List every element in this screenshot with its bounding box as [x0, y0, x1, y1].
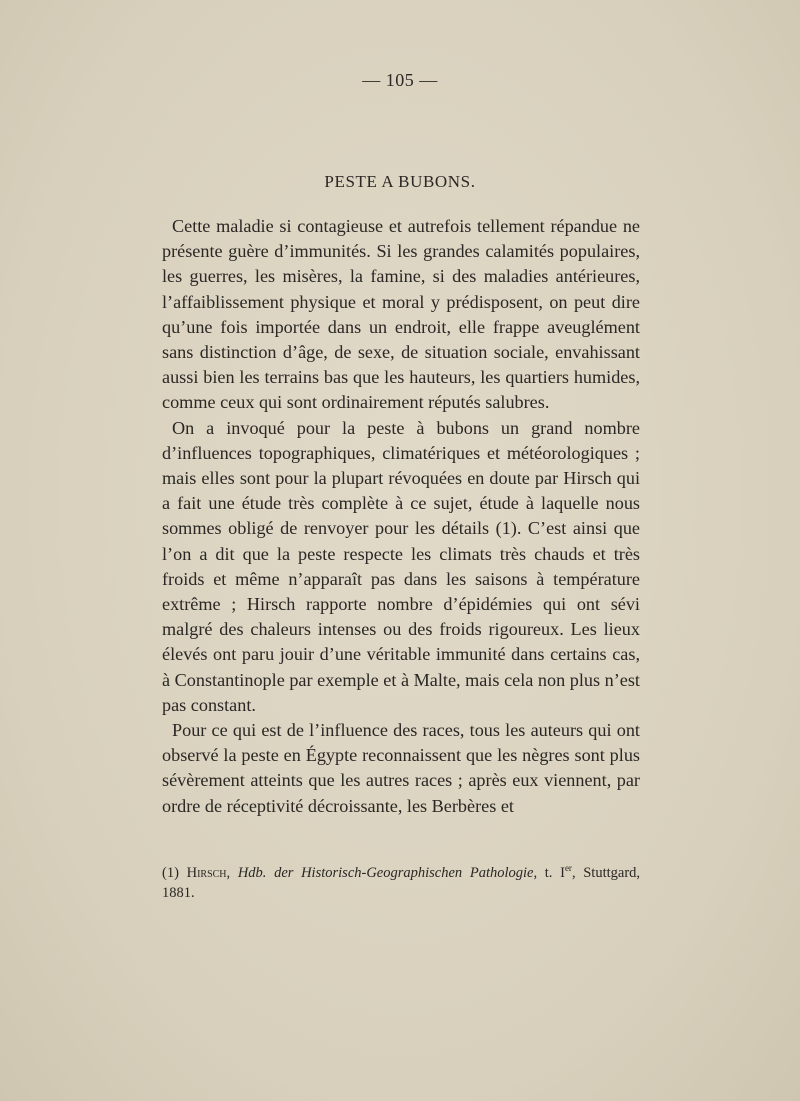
footnote-marker: (1): [162, 864, 179, 881]
paragraph-3: Pour ce qui est de l’influence des races, tous les auteurs qui ont observé la peste en Égypte reconnaissent que les nègres sont plus sévèrement atteints que les autres races ; après eux viennent, par ordre de réceptivité décroissante, les Berbères et: [162, 720, 640, 816]
footnote-author: Hirsch,: [186, 864, 231, 881]
body-text: [162, 214, 640, 819]
paragraph-2: On a invoqué pour la peste à bubons un grand nombre d’influences topographiques, climatériques et météorologiques ; mais elles sont pour la plupart révoquées en doute par Hirsch qui a fait une étude très complète à ce sujet, étude à laquelle nous sommes obligé de renvoyer pour les détails (1). C’est ainsi que l’on a dit que la peste respecte les climats très chauds et très froids et même n’apparaît pas dans les saisons à température extrême ; Hirsch rapporte nombre d’épidémies qui ont sévi malgré des chaleurs intenses ou des froids rigoureux. Les lieux élevés ont paru jouir d’une véritable immunité dans certains cas, à Constantinople par exemple et à Malte, mais cela non plus n’est pas constant.: [162, 417, 640, 715]
paragraph-1: Cette maladie si contagieuse et autrefois tellement répandue ne présente guère d’immunités. Si les grandes calamités populaires, les guerres, les misères, la famine, si des maladies antérieures, l’affaiblissement physique et moral y prédisposent, on peut dire qu’une fois importée dans un endroit, elle frappe aveuglément sans distinction d’âge, de sexe, de situation sociale, envahissant aussi bien les terrains bas que les hauteurs, les quartiers humides, comme ceux qui sont ordinairement réputés salubres.: [162, 216, 640, 413]
page-number: — 105 —: [362, 70, 438, 90]
footnote-volume: t. I: [544, 864, 565, 881]
section-title: PESTE A BUBONS.: [324, 172, 476, 191]
footnote: [162, 858, 640, 903]
footnote-rest: , Stuttgard, 1881.: [162, 864, 641, 901]
footnote-volume-sup: er: [564, 863, 572, 873]
footnote-work: Hdb. der Historisch-Geographischen Pathologie,: [237, 864, 538, 881]
